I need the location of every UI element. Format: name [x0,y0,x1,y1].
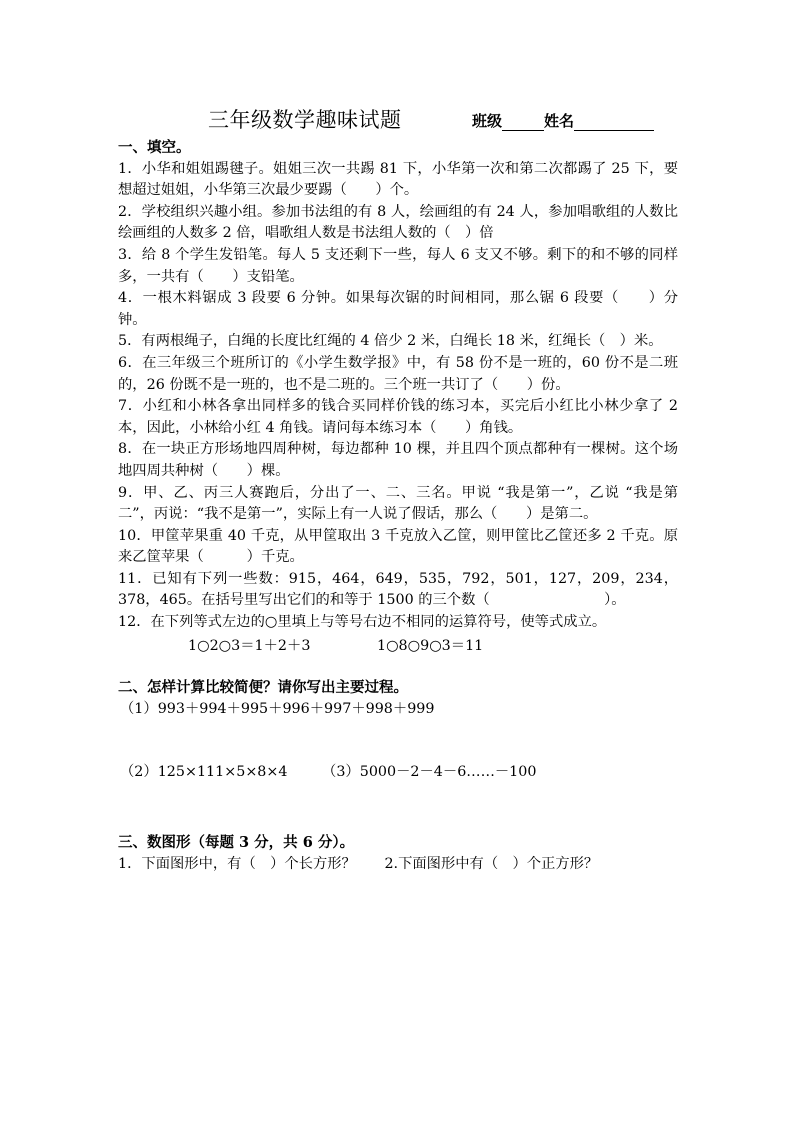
question-12: 12．在下列等式左边的○里填上与等号右边不相同的运算符号，使等式成立。 [118,614,607,631]
calc-problem-3: （3）5000－2－4－6……－100 [322,764,537,781]
class-name-fields [472,110,654,131]
question-11: 11．已知有下列一些数：915，464，649，535，792，501，127，209，234，378，465。在括号里写出它们的和等于 1500 的三个数（ ）。 [118,570,678,609]
page-title: 三年级数学趣味试题 [208,108,402,132]
name-label: 姓名 [544,112,575,130]
question-1: 1．小华和姐姐踢毽子。姐姐三次一共踢 81 下，小华第一次和第二次都踢了 25 下，要想超过姐姐，小华第三次最少要踢（ ）个。 [118,160,678,199]
shape-question-1: 1．下面图形中，有（ ）个长方形？ 2.下面图形中有（ ）个正方形？ [118,855,599,872]
calc-problems-row [118,762,678,784]
class-blank [502,115,544,131]
question-4: 4．一根木料锯成 3 段要 6 分钟。如果每次锯的时间相同，那么锯 6 段要（ ）分钟。 [118,290,678,328]
question-8: 8．在一块正方形场地四周种树，每边都种 10 棵，并且四个顶点都种有一棵树。这个场地四周共种树（ ）棵。 [118,441,678,479]
calc-problem-2: （2）125×111×5×8×4 [120,764,288,781]
equation-2: 1○8○9○3＝11 [376,637,484,654]
question-2: 2．学校组织兴趣小组。参加书法组的有 8 人，绘画组的有 24 人，参加唱歌组的人数比绘画组的人数多 2 倍，唱歌组人数是书法组人数的（ ）倍 [118,203,678,242]
worksheet-content [118,137,678,875]
question-5: 5．有两根绳子，白绳的长度比红绳的 4 倍少 2 米，白绳长 18 米，红绳长（ ）米。 [118,333,663,350]
name-blank [574,115,654,131]
section2-heading: 二、怎样计算比较简便？请你写出主要过程。 [118,679,408,697]
section3-heading: 三、数图形（每题 3 分，共 6 分）。 [118,834,355,852]
equation-1: 1○2○3＝1＋2＋3 [188,637,311,654]
class-label: 班级 [472,112,503,130]
section1-heading: 一、填空。 [118,139,191,156]
equations-row [118,636,678,658]
question-6: 6．在三年级三个班所订的《小学生数学报》中，有 58 份不是一班的，60 份不是二班的，26 份既不是一班的，也不是二班的。三个班一共订了（ ）份。 [118,354,678,393]
header [0,104,794,134]
question-3: 3．给 8 个学生发铅笔。每人 5 支还剩下一些，每人 6 支又不够。剩下的和不够的同样多，一共有（ ）支铅笔。 [118,246,678,285]
calc-problem-1: （1）993＋994＋995＋996＋997＋998＋999 [120,700,435,717]
question-7: 7．小红和小林各拿出同样多的钱合买同样价钱的练习本，买完后小红比小林少拿了 2 本，因此，小林给小红 4 角钱。请问每本练习本（ ）角钱。 [118,398,678,436]
question-10: 10．甲筐苹果重 40 千克，从甲筐取出 3 千克放入乙筐，则甲筐比乙筐还多 2 千克。原来乙筐苹果（ ）千克。 [118,527,678,566]
question-9: 9．甲、乙、丙三人赛跑后，分出了一、二、三名。甲说 “我是第一”，乙说 “我是第二”，丙说：“我不是第一”，实际上有一人说了假话，那么（ ）是第二。 [118,484,678,523]
